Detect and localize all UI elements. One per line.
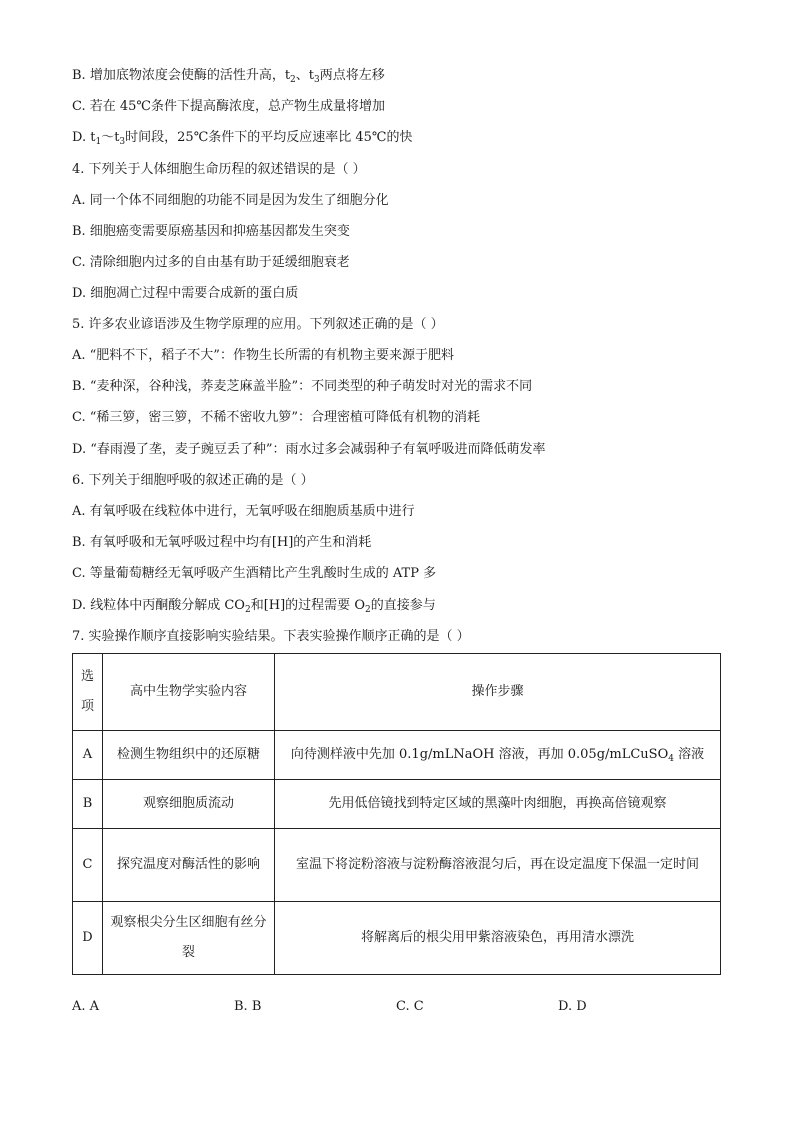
row-content: 观察细胞质流动	[103, 780, 275, 829]
q6-stem	[72, 471, 314, 491]
text-run: 溶液	[673, 747, 705, 762]
text-run: B. 有氧呼吸和无氧呼吸过程中均有[H]的产生和消耗	[72, 535, 372, 550]
q5-option-a	[72, 346, 454, 366]
q5-stem	[72, 315, 444, 335]
text-run: 、t	[295, 68, 315, 83]
subscript: 1	[95, 137, 102, 147]
q4-option-b	[72, 222, 350, 242]
text-run: 将解离后的根尖用甲紫溶液染色，再用清水漂洗	[360, 930, 634, 945]
q4-option-a	[72, 191, 389, 211]
text-run: B. 增加底物浓度会使酶的活性升高，t	[72, 68, 291, 83]
answer-b[interactable]: B. B	[234, 999, 262, 1014]
row-steps	[275, 780, 721, 829]
q6-option-b	[72, 533, 371, 553]
q4-option-d	[72, 284, 298, 304]
row-content: 观察根尖分生区细胞有丝分裂	[103, 902, 275, 975]
subscript: 4	[668, 754, 674, 764]
row-steps	[275, 902, 721, 975]
q5-option-d	[72, 440, 546, 460]
q6-option-a	[72, 502, 415, 522]
header-content: 高中生物学实验内容	[103, 654, 275, 731]
text-run: A. 同一个体不同细胞的功能不同是因为发生了细胞分化	[72, 193, 389, 208]
row-option: A	[73, 731, 103, 780]
q5-option-b	[72, 377, 532, 397]
q5-option-c	[72, 408, 480, 428]
q6-option-c	[72, 564, 436, 584]
header-steps: 操作步骤	[275, 654, 721, 731]
table-row	[73, 731, 721, 780]
text-run: 7. 实验操作顺序直接影响实验结果。下表实验操作顺序正确的是（ ）	[72, 629, 470, 644]
answer-c[interactable]: C. C	[396, 999, 424, 1014]
table-row	[73, 780, 721, 829]
experiment-table	[72, 653, 721, 975]
text-run: D. 细胞凋亡过程中需要合成新的蛋白质	[72, 286, 299, 301]
table-row	[73, 902, 721, 975]
subscript: 3	[119, 137, 126, 147]
text-run: 室温下将淀粉溶液与淀粉酶溶液混匀后，再在设定温度下保温一定时间	[295, 857, 699, 872]
q4-option-c	[72, 253, 350, 273]
subscript: 2	[364, 605, 371, 615]
text-run: ～t	[101, 130, 120, 145]
text-run: A. 有氧呼吸在线粒体中进行，无氧呼吸在细胞质基质中进行	[72, 504, 415, 519]
text-run: C. 等量葡萄糖经无氧呼吸产生酒精比产生乳酸时生成的 ATP 多	[72, 566, 437, 581]
text-run: C. 清除细胞内过多的自由基有助于延缓细胞衰老	[72, 255, 350, 270]
answer-choices	[0, 997, 794, 1017]
text-run: B. 细胞癌变需要原癌基因和抑癌基因都发生突变	[72, 224, 350, 239]
table-row	[73, 829, 721, 902]
q3-option-c	[72, 97, 385, 117]
subscript: 2	[244, 605, 251, 615]
answer-a[interactable]: A. A	[72, 999, 100, 1014]
q7-stem	[72, 627, 470, 647]
text-run: 的直接参与	[370, 598, 436, 613]
text-run: 向待测样液中先加 0.1g/mLNaOH 溶液，再加 0.05g/mLCuSO	[290, 747, 669, 762]
row-option: C	[73, 829, 103, 902]
row-content: 检测生物组织中的还原糖	[103, 731, 275, 780]
header-option: 选项	[73, 654, 103, 731]
text-run: C. 若在 45℃条件下提高酶浓度，总产物生成量将增加	[72, 99, 385, 114]
text-run: B. “麦种深，谷种浅，荞麦芝麻盖半脸”：不同类型的种子萌发时对光的需求不同	[72, 379, 533, 394]
text-run: D. “春雨漫了垄，麦子豌豆丢了种”：雨水过多会减弱种子有氧呼吸进而降低萌发率	[72, 442, 546, 457]
answer-d[interactable]: D. D	[558, 999, 587, 1014]
text-run: 和[H]的过程需要 O	[250, 598, 365, 613]
row-steps	[275, 731, 721, 780]
subscript: 3	[314, 75, 320, 85]
row-steps	[275, 829, 721, 902]
text-run: 两点将左移	[319, 68, 385, 83]
q6-option-d	[72, 596, 436, 616]
row-option: B	[73, 780, 103, 829]
row-content: 探究温度对酶活性的影响	[103, 829, 275, 902]
text-run: 4. 下列关于人体细胞生命历程的叙述错误的是（ ）	[72, 162, 366, 177]
text-run: 先用低倍镜找到特定区域的黑藻叶肉细胞，再换高倍镜观察	[328, 796, 667, 811]
text-run: A. “肥料不下，稻子不大”：作物生长所需的有机物主要来源于肥料	[72, 348, 454, 363]
text-run: 5. 许多农业谚语涉及生物学原理的应用。下列叙述正确的是（ ）	[72, 317, 444, 332]
table-header-row	[73, 654, 721, 731]
text-run: D. t	[72, 130, 96, 145]
row-option: D	[73, 902, 103, 975]
text-run: 6. 下列关于细胞呼吸的叙述正确的是（ ）	[72, 473, 314, 488]
text-run: 时间段，25℃条件下的平均反应速率比 45℃的快	[125, 130, 413, 145]
subscript: 2	[290, 75, 296, 85]
q3-option-b	[72, 66, 385, 86]
text-run: D. 线粒体中丙酮酸分解成 CO	[72, 598, 245, 613]
text-run: C. “稀三箩，密三箩，不稀不密收九箩”：合理密植可降低有机物的消耗	[72, 410, 481, 425]
q3-option-d	[72, 128, 412, 148]
q4-stem	[72, 160, 366, 180]
